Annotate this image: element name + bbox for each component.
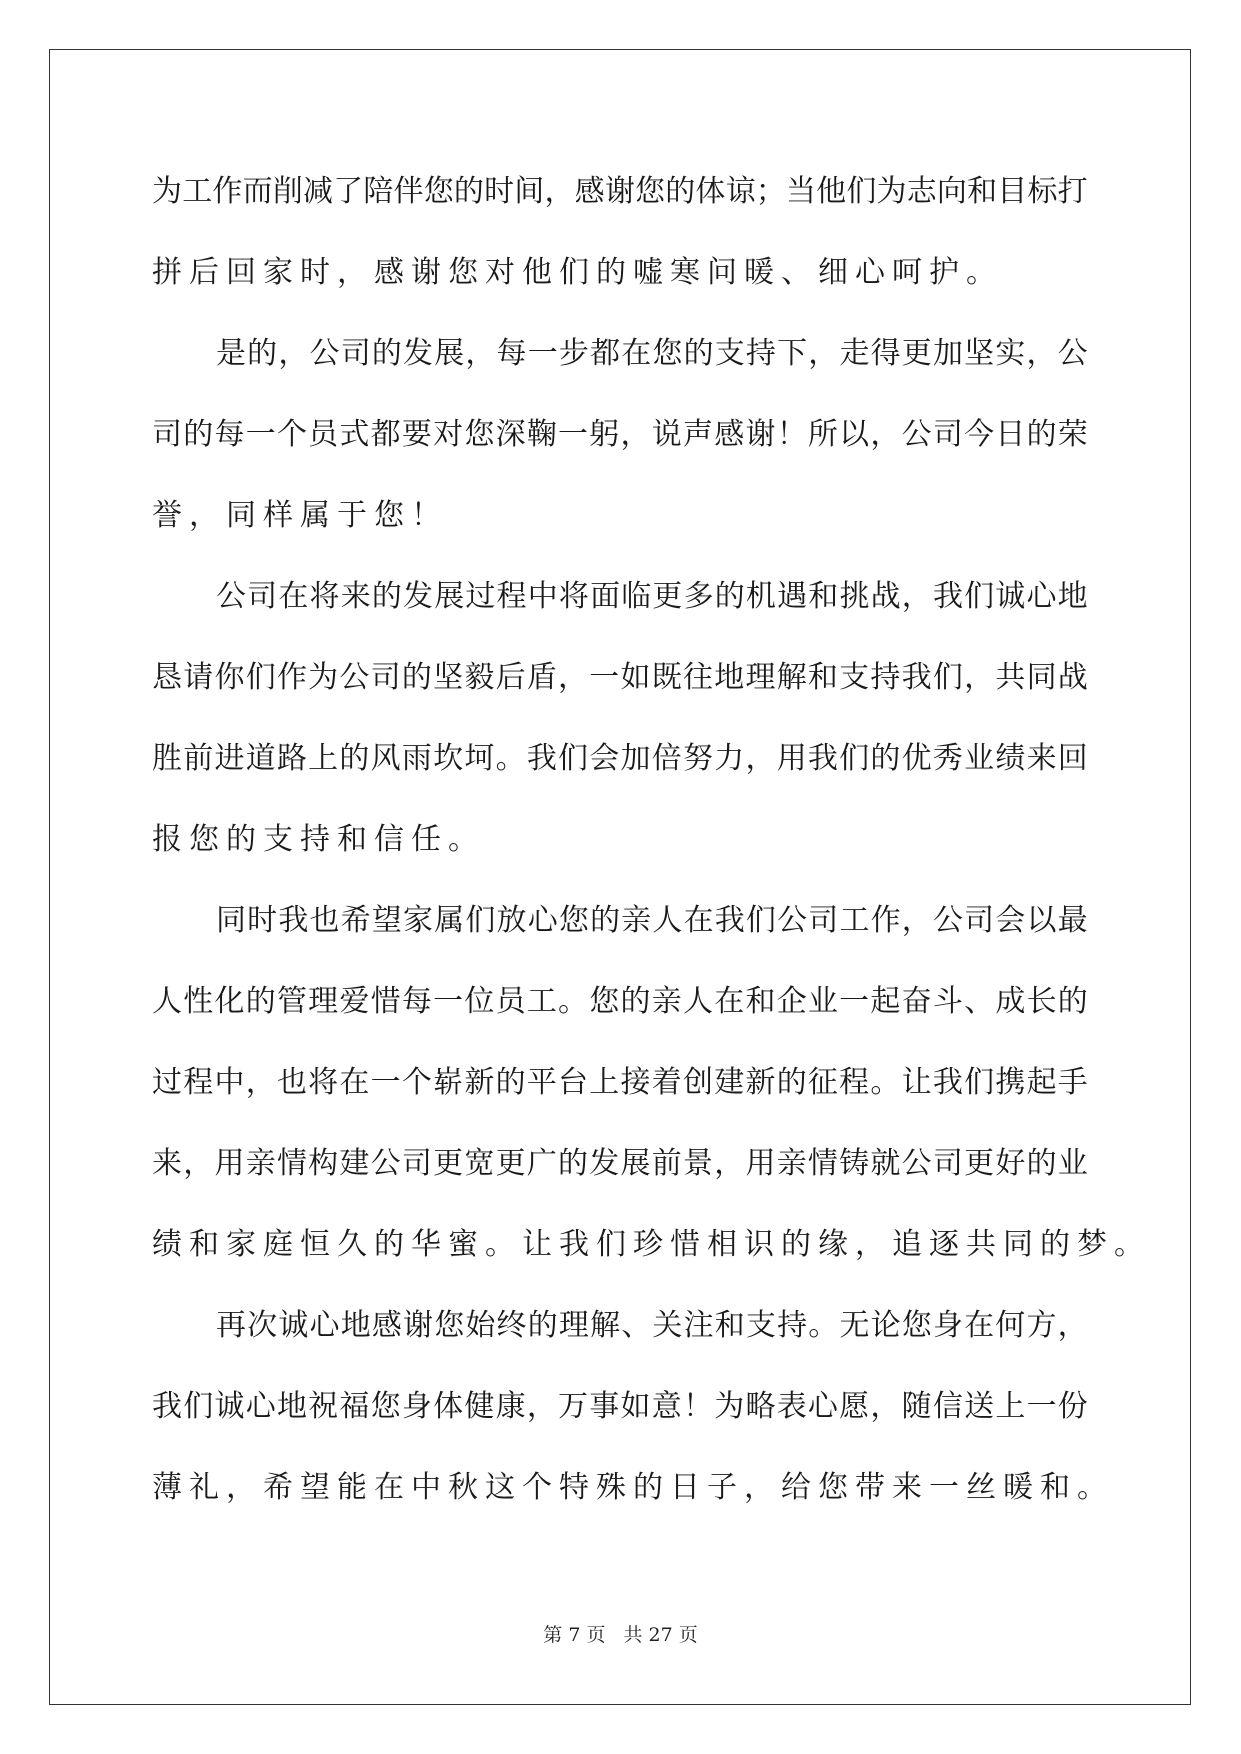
- text-line: 过 程 中 ， 也 将 在 一 个 崭 新 的 平 台 上 接 着 创 建 新 的 征 程 。 让 我 们 携 起 手: [152, 1065, 1088, 1100]
- total-pages: 共 27 页: [623, 1624, 698, 1646]
- text-line: 胜 前 进 道 路 上 的 风 雨 坎 坷 。 我 们 会 加 倍 努 力 ， 用 我 们 的 优 秀 业 绩 来 回: [152, 741, 1088, 776]
- text-line: 人 性 化 的 管 理 爱 惜 每 一 位 员 工 。 您 的 亲 人 在 和 企 业 一 起 奋 斗 、 成 长 的: [152, 984, 1088, 1019]
- text-line: 恳 请 你 们 作 为 公 司 的 坚 毅 后 盾 ， 一 如 既 往 地 理 解 和 支 持 我 们 ， 共 同 战: [152, 660, 1088, 695]
- text-line: 誉，同样属于您！: [152, 498, 448, 533]
- text-line: 是 的 ， 公 司 的 发 展 ， 每 一 步 都 在 您 的 支 持 下 ， 走 得 更 加 坚 实 ， 公: [216, 336, 1088, 371]
- text-line: 为 工 作 而 削 减 了 陪 伴 您 的 时 间 ， 感 谢 您 的 体 谅 ； 当 他 们 为 志 向 和 目 标 打: [152, 174, 1088, 209]
- text-line: 司 的 每 一 个 员 式 都 要 对 您 深 鞠 一 躬 ， 说 声 感 谢 ！ 所 以 ， 公 司 今 日 的 荣: [152, 417, 1088, 452]
- text-line: 薄礼，希望能在中秋这个特殊的日子，给您带来一丝暖和。: [152, 1470, 1114, 1505]
- text-line: 报您的支持和信任。: [152, 822, 485, 857]
- text-line: 再 次 诚 心 地 感 谢 您 始 终 的 理 解 、 关 注 和 支 持 。 无 论 您 身 在 何 方 ，: [216, 1308, 1088, 1343]
- text-line: 拼后回家时，感谢您对他们的嘘寒问暖、细心呵护。: [152, 255, 1003, 290]
- text-line: 同 时 我 也 希 望 家 属 们 放 心 您 的 亲 人 在 我 们 公 司 工 作 ， 公 司 会 以 最: [216, 903, 1088, 938]
- current-page-number: 第 7 页: [543, 1624, 606, 1646]
- text-line: 公 司 在 将 来 的 发 展 过 程 中 将 面 临 更 多 的 机 遇 和 挑 战 ， 我 们 诚 心 地: [216, 579, 1088, 614]
- text-line: 我 们 诚 心 地 祝 福 您 身 体 健 康 ， 万 事 如 意 ！ 为 略 表 心 愿 ， 随 信 送 上 一 份: [152, 1389, 1088, 1424]
- text-line: 来 ， 用 亲 情 构 建 公 司 更 宽 更 广 的 发 展 前 景 ， 用 亲 情 铸 就 公 司 更 好 的 业: [152, 1146, 1088, 1181]
- document-body: [152, 162, 1151, 1539]
- text-line: 绩和家庭恒久的华蜜。让我们珍惜相识的缘，追逐共同的梦。: [152, 1227, 1151, 1262]
- page-footer: [0, 1620, 1241, 1647]
